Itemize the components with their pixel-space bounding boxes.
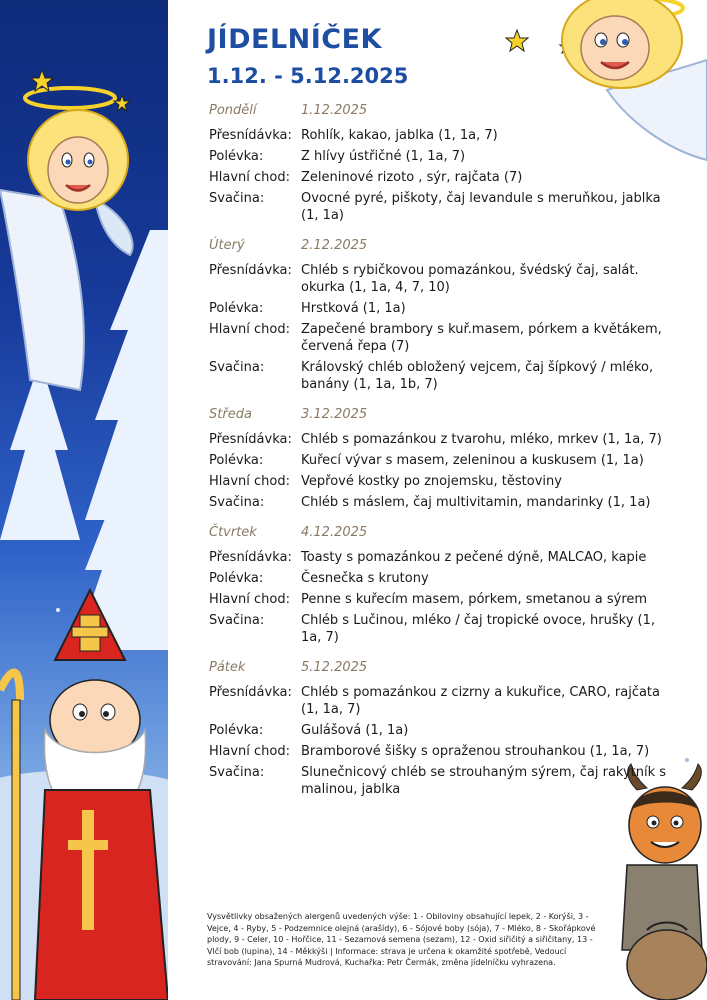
meal-value: Zeleninové rizoto , sýr, rajčata (7) <box>301 170 523 185</box>
weekly-menu <box>209 103 669 812</box>
day-header <box>209 407 669 427</box>
winter-illustration-panel <box>0 0 168 1000</box>
meal-value: Toasty s pomazánkou z pečené dýně, MALCAO, kapie <box>301 550 647 565</box>
day-name: Pátek <box>209 660 246 675</box>
meal-value: Chléb s pomazánkou z tvarohu, mléko, mrkev (1, 1a, 7) <box>301 432 662 447</box>
meal-label: Přesnídávka: <box>209 432 292 447</box>
angel-illustration <box>0 70 133 390</box>
meal-label: Hlavní chod: <box>209 322 291 337</box>
meal-label: Polévka: <box>209 571 264 586</box>
meal-label: Hlavní chod: <box>209 744 291 759</box>
meal-label: Hlavní chod: <box>209 474 291 489</box>
meal-row <box>209 743 669 760</box>
meal-row <box>209 570 669 587</box>
meal-row <box>209 722 669 739</box>
day-section-tuesday <box>209 238 669 393</box>
meal-row <box>209 190 669 224</box>
meal-row <box>209 494 669 511</box>
meal-row <box>209 127 669 144</box>
meal-row <box>209 148 669 165</box>
meal-label: Svačina: <box>209 191 265 206</box>
meal-row <box>209 321 669 355</box>
meal-row <box>209 169 669 186</box>
day-section-monday <box>209 103 669 224</box>
day-name: Pondělí <box>209 103 257 118</box>
meal-label: Svačina: <box>209 765 265 780</box>
day-date: 1.12.2025 <box>301 103 368 118</box>
meal-label: Přesnídávka: <box>209 550 292 565</box>
meal-value: Z hlívy ústřičné (1, 1a, 7) <box>301 149 466 164</box>
day-name: Úterý <box>209 238 245 253</box>
meal-value: Bramborové šišky s opraženou strouhankou (1, 1a, 7) <box>301 744 650 759</box>
meal-value: Hrstková (1, 1a) <box>301 301 406 316</box>
day-section-thursday <box>209 525 669 646</box>
meal-value: Chléb s pomazánkou z cizrny a kukuřice, CARO, rajčata (1, 1a, 7) <box>301 685 660 717</box>
meal-value: Chléb s rybičkovou pomazánkou, švédský čaj, salát. okurka (1, 1a, 4, 7, 10) <box>301 263 639 295</box>
meal-label: Přesnídávka: <box>209 263 292 278</box>
meal-value: Gulášová (1, 1a) <box>301 723 409 738</box>
meal-row <box>209 612 669 646</box>
meal-value: Kuřecí vývar s masem, zeleninou a kuskusem (1, 1a) <box>301 453 644 468</box>
meal-row <box>209 764 669 798</box>
meal-value: Zapečené brambory s kuř.masem, pórkem a květákem, červená řepa (7) <box>301 322 662 354</box>
meal-label: Svačina: <box>209 360 265 375</box>
date-range: 1.12. - 5.12.2025 <box>207 64 409 88</box>
meal-label: Polévka: <box>209 723 264 738</box>
meal-label: Polévka: <box>209 453 264 468</box>
day-header <box>209 660 669 680</box>
meal-label: Přesnídávka: <box>209 128 292 143</box>
day-header <box>209 238 669 258</box>
day-date: 3.12.2025 <box>301 407 368 422</box>
day-section-wednesday <box>209 407 669 511</box>
day-name: Čtvrtek <box>209 525 257 540</box>
day-date: 2.12.2025 <box>301 238 368 253</box>
day-header <box>209 103 669 123</box>
day-section-friday <box>209 660 669 798</box>
meal-label: Svačina: <box>209 495 265 510</box>
meal-row <box>209 452 669 469</box>
day-name: Středa <box>209 407 252 422</box>
meal-value: Rohlík, kakao, jablka (1, 1a, 7) <box>301 128 498 143</box>
meal-row <box>209 262 669 296</box>
meal-label: Polévka: <box>209 149 264 164</box>
meal-row <box>209 431 669 448</box>
meal-row <box>209 473 669 490</box>
meal-value: Chléb s máslem, čaj multivitamin, mandarinky (1, 1a) <box>301 495 651 510</box>
meal-value: Vepřové kostky po znojemsku, těstoviny <box>301 474 562 489</box>
meal-label: Přesnídávka: <box>209 685 292 700</box>
meal-row <box>209 300 669 317</box>
meal-row <box>209 359 669 393</box>
meal-label: Polévka: <box>209 301 264 316</box>
meal-value: Ovocné pyré, piškoty, čaj levandule s meruňkou, jablka (1, 1a) <box>301 191 661 223</box>
meal-row <box>209 549 669 566</box>
meal-value: Chléb s Lučinou, mléko / čaj tropické ovoce, hrušky (1, 1a, 7) <box>301 613 656 645</box>
day-date: 5.12.2025 <box>301 660 368 675</box>
meal-row <box>209 591 669 608</box>
allergen-legend: Vysvětlivky obsažených alergenů uvedených výše: 1 - Obiloviny obsahující lepek, 2 - Korýši, 3 - Vejce, 4 - Ryby, 5 - Podzemnice olejná (arašídy), 6 - Sójové boby (sója), 7 - Mléko, 8 - Skořápkové plody, 9 - Celer, 10 - Hořčice, 11 - Sezamová semena (sezam), 12 - Oxid siřičitý a siřičitany, 13 - Vlčí bob (lupina), 14 - Měkkýši | Informace: strava je určena k okamžité spotřebě, Vedoucí stravování: Jana Spurná Mudrová, Kuchařka: Petr Čermák, změna jídelníčku vyhrazena. <box>207 912 596 967</box>
meal-label: Svačina: <box>209 613 265 628</box>
meal-value: Slunečnicový chléb se strouhaným sýrem, čaj rakytník s malinou, jablka <box>301 765 667 797</box>
meal-row <box>209 684 669 718</box>
page-title: JÍDELNÍČEK <box>207 24 382 55</box>
day-header <box>209 525 669 545</box>
meal-value: Královský chléb obložený vejcem, čaj šípkový / mléko, banány (1, 1a, 1b, 7) <box>301 360 654 392</box>
meal-label: Hlavní chod: <box>209 592 291 607</box>
winter-scene-illustration <box>0 0 168 1000</box>
meal-label: Hlavní chod: <box>209 170 291 185</box>
meal-value: Penne s kuřecím masem, pórkem, smetanou a sýrem <box>301 592 648 607</box>
day-date: 4.12.2025 <box>301 525 368 540</box>
meal-value: Česnečka s krutony <box>301 571 429 586</box>
